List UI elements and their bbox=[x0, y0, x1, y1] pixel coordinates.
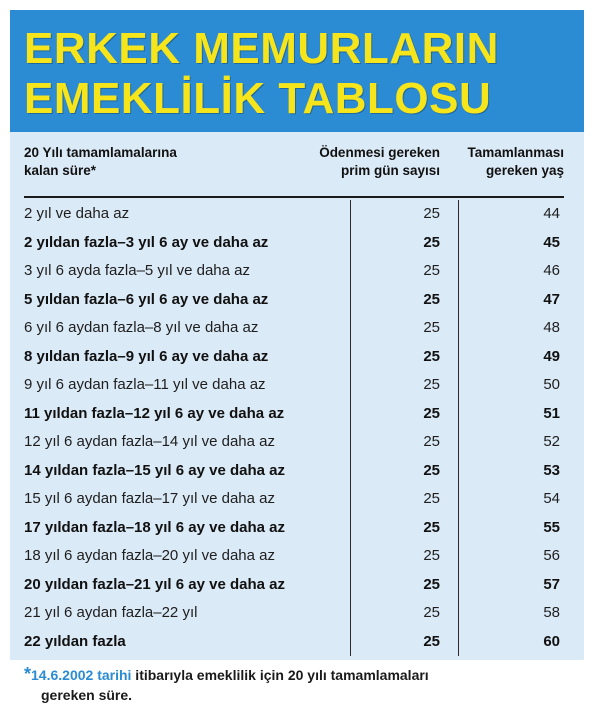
row-required-age: 56 bbox=[543, 547, 560, 564]
row-premium-days: 25 bbox=[423, 347, 440, 365]
table-body bbox=[10, 200, 584, 656]
row-premium-days: 25 bbox=[423, 319, 440, 336]
row-premium-days: 25 bbox=[423, 547, 440, 564]
row-period: 15 yıl 6 aydan fazla–17 yıl ve daha az bbox=[24, 490, 276, 507]
footnote-text-2: gereken süre. bbox=[41, 687, 133, 703]
row-period: 14 yıldan fazla–15 yıl 6 ay ve daha az bbox=[24, 461, 285, 479]
header-col3-line1: Tamamlanması bbox=[467, 145, 564, 160]
row-required-age: 46 bbox=[543, 262, 560, 279]
row-required-age: 58 bbox=[543, 604, 560, 621]
row-required-age: 44 bbox=[543, 205, 560, 222]
table-row bbox=[10, 229, 584, 258]
row-premium-days: 25 bbox=[423, 604, 440, 621]
title-line-1: ERKEK MEMURLARIN bbox=[24, 24, 499, 73]
row-premium-days: 25 bbox=[423, 490, 440, 507]
row-period: 2 yıl ve daha az bbox=[24, 205, 130, 222]
row-period: 9 yıl 6 aydan fazla–11 yıl ve daha az bbox=[24, 376, 266, 393]
row-required-age: 45 bbox=[543, 233, 560, 251]
footnote-date: 14.6.2002 tarihi bbox=[31, 667, 132, 683]
title-banner bbox=[10, 10, 584, 132]
table-row bbox=[10, 314, 584, 343]
header-col3-line2: gereken yaş bbox=[485, 163, 564, 178]
table-row bbox=[10, 371, 584, 400]
row-required-age: 47 bbox=[543, 290, 560, 308]
row-period: 8 yıldan fazla–9 yıl 6 ay ve daha az bbox=[24, 347, 269, 365]
row-required-age: 57 bbox=[543, 575, 560, 593]
row-premium-days: 25 bbox=[423, 575, 440, 593]
row-period: 5 yıldan fazla–6 yıl 6 ay ve daha az bbox=[24, 290, 269, 308]
row-premium-days: 25 bbox=[423, 290, 440, 308]
row-period: 21 yıl 6 aydan fazla–22 yıl bbox=[24, 604, 198, 621]
row-required-age: 53 bbox=[543, 461, 560, 479]
row-required-age: 54 bbox=[543, 490, 560, 507]
table-row bbox=[10, 286, 584, 315]
page-title bbox=[24, 24, 499, 124]
header-col2-line2: prim gün sayısı bbox=[340, 163, 440, 178]
row-premium-days: 25 bbox=[423, 433, 440, 450]
row-premium-days: 25 bbox=[423, 262, 440, 279]
table-header bbox=[10, 132, 584, 200]
row-period: 11 yıldan fazla–12 yıl 6 ay ve daha az bbox=[24, 404, 285, 422]
asterisk-icon: * bbox=[24, 664, 32, 684]
row-period: 12 yıl 6 aydan fazla–14 yıl ve daha az bbox=[24, 433, 276, 450]
header-col1-line2: kalan süre* bbox=[24, 163, 97, 178]
row-period: 22 yıldan fazla bbox=[24, 632, 126, 650]
row-required-age: 51 bbox=[543, 404, 560, 422]
header-col1-line1: 20 Yılı tamamlamalarına bbox=[24, 145, 177, 160]
table-row bbox=[10, 571, 584, 600]
row-period: 20 yıldan fazla–21 yıl 6 ay ve daha az bbox=[24, 575, 285, 593]
row-period: 3 yıl 6 ayda fazla–5 yıl ve daha az bbox=[24, 262, 250, 279]
table-row bbox=[10, 400, 584, 429]
header-required-age bbox=[450, 144, 564, 180]
table-row bbox=[10, 628, 584, 657]
row-period: 18 yıl 6 aydan fazla–20 yıl ve daha az bbox=[24, 547, 276, 564]
row-premium-days: 25 bbox=[423, 233, 440, 251]
table-row bbox=[10, 485, 584, 514]
row-required-age: 55 bbox=[543, 518, 560, 536]
table-row bbox=[10, 599, 584, 628]
header-divider bbox=[24, 196, 564, 198]
table-row bbox=[10, 257, 584, 286]
retirement-table-card bbox=[10, 10, 584, 710]
row-period: 2 yıldan fazla–3 yıl 6 ay ve daha az bbox=[24, 233, 269, 251]
row-premium-days: 25 bbox=[423, 376, 440, 393]
table-row bbox=[10, 200, 584, 229]
table-row bbox=[10, 343, 584, 372]
footnote-text-1: itibarıyla emeklilik için 20 yılı tamamlamaları bbox=[131, 667, 429, 683]
header-remaining-period bbox=[24, 144, 324, 180]
row-required-age: 48 bbox=[543, 319, 560, 336]
row-premium-days: 25 bbox=[423, 461, 440, 479]
row-premium-days: 25 bbox=[423, 518, 440, 536]
table-row bbox=[10, 514, 584, 543]
table-row bbox=[10, 542, 584, 571]
row-required-age: 49 bbox=[543, 347, 560, 365]
row-premium-days: 25 bbox=[423, 404, 440, 422]
row-period: 17 yıldan fazla–18 yıl 6 ay ve daha az bbox=[24, 518, 285, 536]
footnote bbox=[24, 664, 574, 705]
row-required-age: 52 bbox=[543, 433, 560, 450]
header-premium-days bbox=[290, 144, 440, 180]
table-row bbox=[10, 428, 584, 457]
row-premium-days: 25 bbox=[423, 632, 440, 650]
row-premium-days: 25 bbox=[423, 205, 440, 222]
header-col2-line1: Ödenmesi gereken bbox=[319, 145, 440, 160]
row-required-age: 50 bbox=[543, 376, 560, 393]
title-line-2: EMEKLİLİK TABLOSU bbox=[24, 74, 492, 123]
row-required-age: 60 bbox=[543, 632, 560, 650]
retirement-table bbox=[10, 132, 584, 660]
table-row bbox=[10, 457, 584, 486]
row-period: 6 yıl 6 aydan fazla–8 yıl ve daha az bbox=[24, 319, 259, 336]
